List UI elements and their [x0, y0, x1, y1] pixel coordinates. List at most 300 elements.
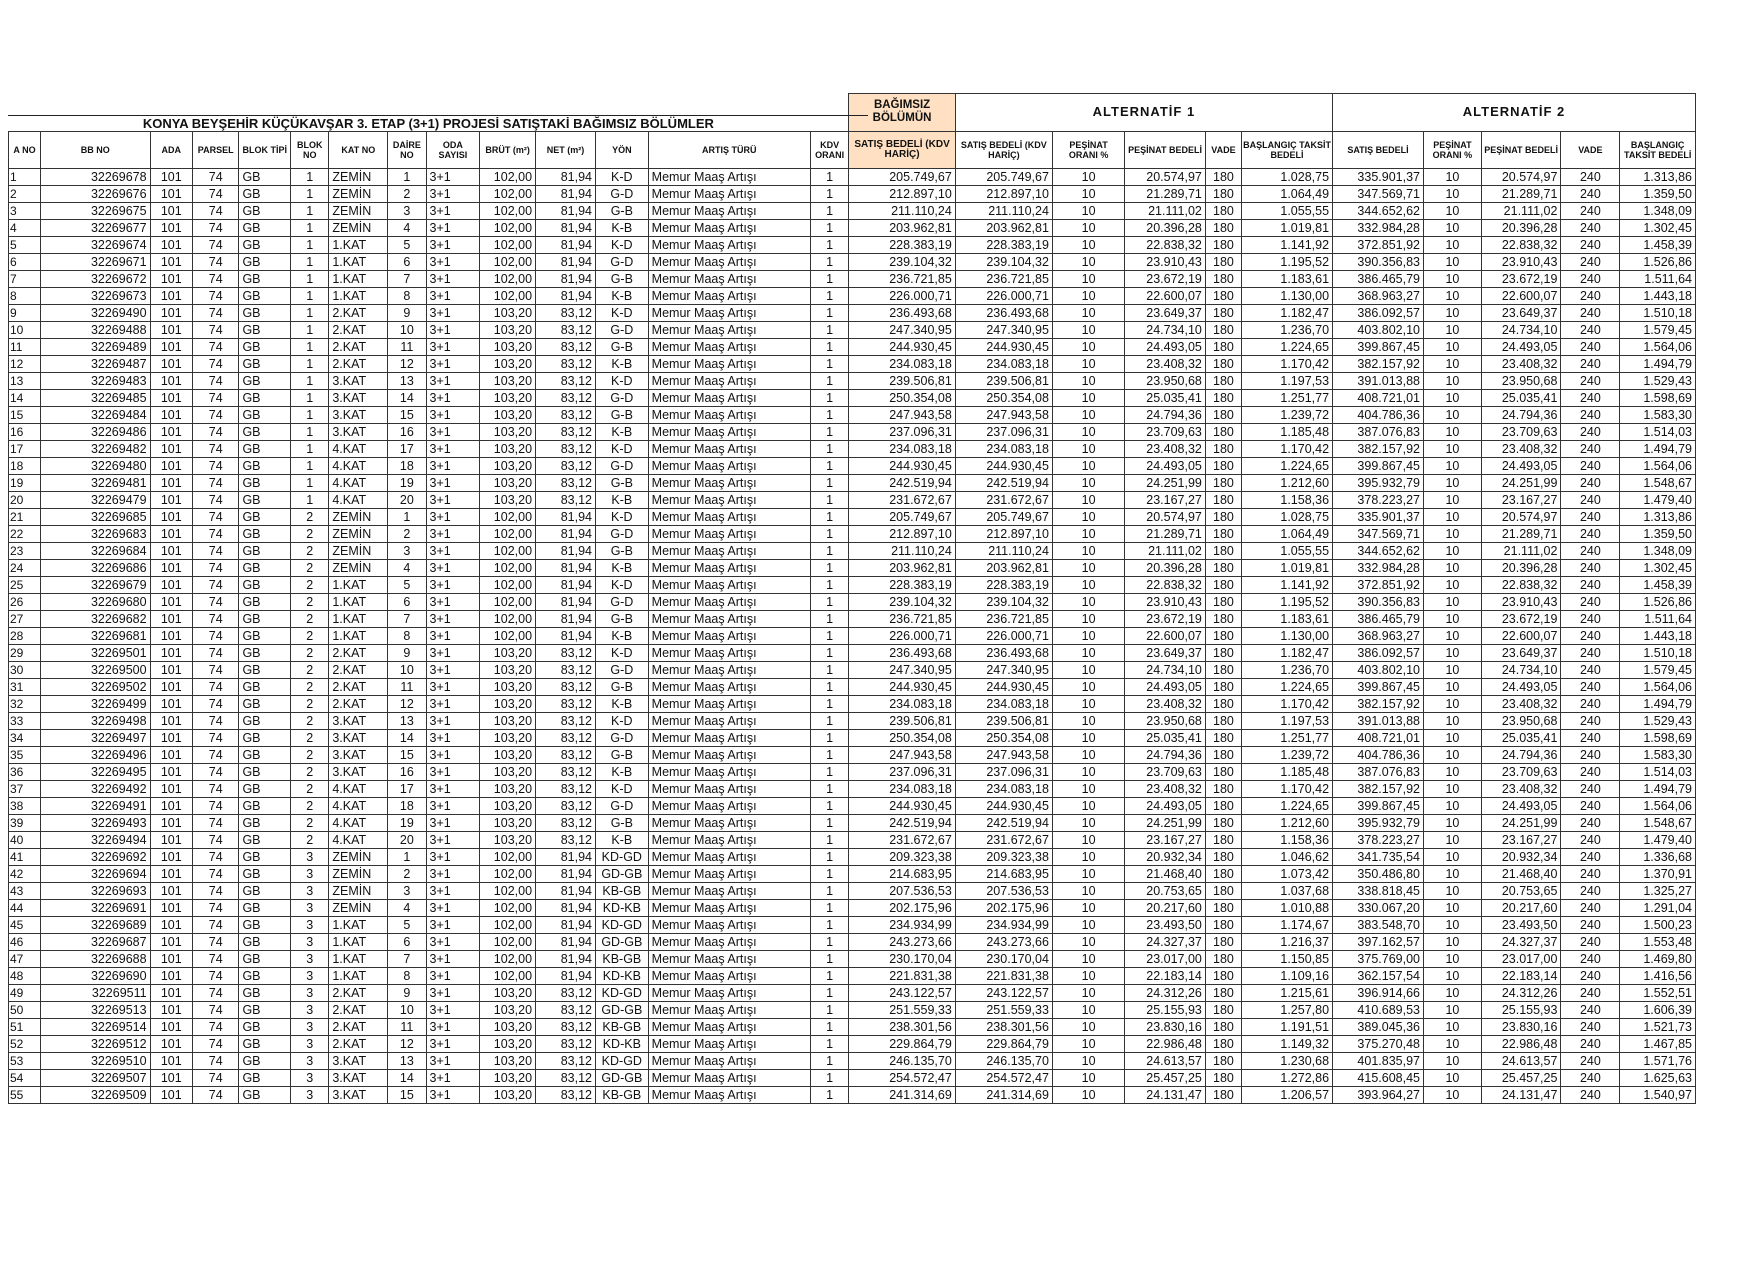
- cell-ada: 101: [150, 559, 192, 576]
- cell-a2-pesinat: 25.457,25: [1481, 1069, 1561, 1086]
- col-brut: BRÜT (m²): [480, 131, 536, 168]
- cell-parsel: 74: [192, 644, 239, 661]
- cell-bb-no: 32269482: [41, 440, 151, 457]
- table-row: [9, 1001, 1696, 1018]
- cell-a2-pesinat-orani: 10: [1423, 644, 1481, 661]
- cell-bb-no: 32269501: [41, 644, 151, 661]
- cell-a2-taksit: 1.494,79: [1620, 780, 1696, 797]
- table-row: [9, 406, 1696, 423]
- cell-a2-vade: 240: [1561, 814, 1620, 831]
- cell-blok-tipi: GB: [239, 304, 291, 321]
- cell-kdv-orani: 1: [810, 763, 848, 780]
- cell-a1-pesinat: 25.035,41: [1125, 729, 1206, 746]
- cell-parsel: 74: [192, 406, 239, 423]
- cell-blok-no: 1: [291, 253, 329, 270]
- cell-oda-sayisi: 3+1: [426, 168, 480, 185]
- cell-oda-sayisi: 3+1: [426, 389, 480, 406]
- cell-a2-taksit: 1.511,64: [1620, 610, 1696, 627]
- cell-a2-satis: 368.963,27: [1333, 627, 1424, 644]
- cell-oda-sayisi: 3+1: [426, 440, 480, 457]
- cell-a2-pesinat: 25.155,93: [1481, 1001, 1561, 1018]
- cell-a2-pesinat-orani: 10: [1423, 814, 1481, 831]
- cell-kat-no: ZEMİN: [329, 848, 388, 865]
- cell-a2-vade: 240: [1561, 593, 1620, 610]
- cell-a2-taksit: 1.416,56: [1620, 967, 1696, 984]
- cell-satis-kdv-haric: 247.340,95: [849, 661, 955, 678]
- cell-oda-sayisi: 3+1: [426, 899, 480, 916]
- cell-artis-turu: Memur Maaş Artışı: [648, 610, 810, 627]
- cell-sira: 3: [9, 202, 41, 219]
- cell-sira: 10: [9, 321, 41, 338]
- cell-kat-no: 2.KAT: [329, 661, 388, 678]
- table-row: [9, 253, 1696, 270]
- cell-oda-sayisi: 3+1: [426, 1086, 480, 1103]
- cell-bb-no: 32269484: [41, 406, 151, 423]
- cell-a1-vade: 180: [1205, 1052, 1241, 1069]
- cell-a1-taksit: 1.216,37: [1242, 933, 1333, 950]
- cell-a1-satis: 234.083,18: [955, 355, 1052, 372]
- cell-kdv-orani: 1: [810, 780, 848, 797]
- cell-a2-pesinat-orani: 10: [1423, 797, 1481, 814]
- cell-blok-tipi: GB: [239, 576, 291, 593]
- cell-sira: 22: [9, 525, 41, 542]
- cell-artis-turu: Memur Maaş Artışı: [648, 1069, 810, 1086]
- cell-a1-satis: 247.340,95: [955, 321, 1052, 338]
- cell-yon: G-B: [595, 814, 648, 831]
- cell-a1-vade: 180: [1205, 984, 1241, 1001]
- cell-blok-tipi: GB: [239, 780, 291, 797]
- cell-artis-turu: Memur Maaş Artışı: [648, 1052, 810, 1069]
- table-row: [9, 1035, 1696, 1052]
- units-body: [9, 168, 1696, 1103]
- cell-satis-kdv-haric: 203.962,81: [849, 559, 955, 576]
- cell-kat-no: ZEMİN: [329, 559, 388, 576]
- cell-a1-pesinat: 23.649,37: [1125, 304, 1206, 321]
- cell-a1-taksit: 1.055,55: [1242, 202, 1333, 219]
- cell-a1-pesinat-orani: 10: [1052, 865, 1124, 882]
- table-row: [9, 338, 1696, 355]
- cell-a1-pesinat-orani: 10: [1052, 1052, 1124, 1069]
- cell-a1-vade: 180: [1205, 406, 1241, 423]
- cell-a2-pesinat-orani: 10: [1423, 321, 1481, 338]
- table-row: [9, 185, 1696, 202]
- cell-a2-satis: 378.223,27: [1333, 491, 1424, 508]
- cell-bb-no: 32269491: [41, 797, 151, 814]
- cell-a1-satis: 212.897,10: [955, 525, 1052, 542]
- cell-a1-pesinat-orani: 10: [1052, 576, 1124, 593]
- cell-a2-pesinat: 24.493,05: [1481, 457, 1561, 474]
- cell-oda-sayisi: 3+1: [426, 661, 480, 678]
- cell-ada: 101: [150, 814, 192, 831]
- table-row: [9, 967, 1696, 984]
- cell-a1-taksit: 1.215,61: [1242, 984, 1333, 1001]
- cell-daire-no: 2: [388, 865, 426, 882]
- cell-a1-satis: 247.943,58: [955, 406, 1052, 423]
- cell-a2-vade: 240: [1561, 678, 1620, 695]
- cell-a1-pesinat: 22.600,07: [1125, 287, 1206, 304]
- cell-artis-turu: Memur Maaş Artışı: [648, 474, 810, 491]
- cell-a2-taksit: 1.598,69: [1620, 389, 1696, 406]
- table-row: [9, 644, 1696, 661]
- cell-blok-no: 2: [291, 814, 329, 831]
- cell-blok-no: 1: [291, 355, 329, 372]
- cell-artis-turu: Memur Maaş Artışı: [648, 338, 810, 355]
- cell-bb-no: 32269483: [41, 372, 151, 389]
- col-kdv-orani: KDV ORANI: [810, 131, 848, 168]
- cell-kat-no: 3.KAT: [329, 1069, 388, 1086]
- cell-ada: 101: [150, 219, 192, 236]
- cell-a1-vade: 180: [1205, 933, 1241, 950]
- cell-bb-no: 32269674: [41, 236, 151, 253]
- cell-daire-no: 7: [388, 610, 426, 627]
- cell-satis-kdv-haric: 243.122,57: [849, 984, 955, 1001]
- cell-a1-taksit: 1.010,88: [1242, 899, 1333, 916]
- cell-a1-taksit: 1.150,85: [1242, 950, 1333, 967]
- cell-a2-pesinat-orani: 10: [1423, 270, 1481, 287]
- cell-sira: 19: [9, 474, 41, 491]
- cell-brut: 102,00: [480, 542, 536, 559]
- cell-a2-satis: 382.157,92: [1333, 440, 1424, 457]
- cell-daire-no: 20: [388, 831, 426, 848]
- cell-a2-satis: 382.157,92: [1333, 695, 1424, 712]
- cell-satis-kdv-haric: 239.104,32: [849, 253, 955, 270]
- cell-a1-taksit: 1.197,53: [1242, 372, 1333, 389]
- cell-daire-no: 6: [388, 593, 426, 610]
- table-row: [9, 508, 1696, 525]
- cell-a2-taksit: 1.579,45: [1620, 661, 1696, 678]
- cell-a2-taksit: 1.540,97: [1620, 1086, 1696, 1103]
- cell-ada: 101: [150, 967, 192, 984]
- cell-a1-pesinat: 24.312,26: [1125, 984, 1206, 1001]
- cell-a1-pesinat-orani: 10: [1052, 780, 1124, 797]
- cell-a1-pesinat: 23.672,19: [1125, 610, 1206, 627]
- cell-brut: 102,00: [480, 576, 536, 593]
- cell-a2-pesinat-orani: 10: [1423, 338, 1481, 355]
- cell-a2-pesinat: 23.649,37: [1481, 644, 1561, 661]
- cell-a1-pesinat-orani: 10: [1052, 525, 1124, 542]
- cell-brut: 103,20: [480, 372, 536, 389]
- cell-yon: G-D: [595, 185, 648, 202]
- cell-blok-no: 3: [291, 950, 329, 967]
- cell-a2-pesinat: 23.408,32: [1481, 695, 1561, 712]
- cell-bb-no: 32269496: [41, 746, 151, 763]
- cell-a1-taksit: 1.109,16: [1242, 967, 1333, 984]
- cell-bb-no: 32269495: [41, 763, 151, 780]
- table-row: [9, 457, 1696, 474]
- cell-kat-no: 2.KAT: [329, 321, 388, 338]
- cell-a1-satis: 242.519,94: [955, 474, 1052, 491]
- cell-a2-vade: 240: [1561, 1052, 1620, 1069]
- cell-a1-pesinat: 23.709,63: [1125, 423, 1206, 440]
- cell-a1-satis: 236.493,68: [955, 644, 1052, 661]
- cell-bb-no: 32269509: [41, 1086, 151, 1103]
- cell-blok-no: 1: [291, 389, 329, 406]
- cell-blok-tipi: GB: [239, 916, 291, 933]
- cell-satis-kdv-haric: 203.962,81: [849, 219, 955, 236]
- cell-a1-pesinat-orani: 10: [1052, 712, 1124, 729]
- cell-yon: KD-GD: [595, 848, 648, 865]
- col-a1-pesinat: PEŞİNAT BEDELİ: [1125, 131, 1206, 168]
- cell-kat-no: 1.KAT: [329, 593, 388, 610]
- cell-ada: 101: [150, 457, 192, 474]
- cell-kat-no: 2.KAT: [329, 695, 388, 712]
- cell-a1-satis: 202.175,96: [955, 899, 1052, 916]
- cell-blok-tipi: GB: [239, 1018, 291, 1035]
- cell-oda-sayisi: 3+1: [426, 474, 480, 491]
- cell-a1-pesinat-orani: 10: [1052, 1018, 1124, 1035]
- cell-yon: K-B: [595, 559, 648, 576]
- cell-ada: 101: [150, 984, 192, 1001]
- cell-blok-tipi: GB: [239, 168, 291, 185]
- cell-bb-no: 32269502: [41, 678, 151, 695]
- cell-bb-no: 32269512: [41, 1035, 151, 1052]
- cell-a2-satis: 395.932,79: [1333, 814, 1424, 831]
- cell-a1-satis: 205.749,67: [955, 168, 1052, 185]
- cell-bb-no: 32269494: [41, 831, 151, 848]
- cell-bb-no: 32269510: [41, 1052, 151, 1069]
- cell-kdv-orani: 1: [810, 661, 848, 678]
- cell-a2-taksit: 1.348,09: [1620, 542, 1696, 559]
- cell-blok-tipi: GB: [239, 338, 291, 355]
- cell-satis-kdv-haric: 244.930,45: [849, 797, 955, 814]
- cell-a2-taksit: 1.564,06: [1620, 457, 1696, 474]
- cell-ada: 101: [150, 661, 192, 678]
- cell-a1-satis: 234.083,18: [955, 780, 1052, 797]
- cell-kat-no: 4.KAT: [329, 814, 388, 831]
- cell-sira: 51: [9, 1018, 41, 1035]
- cell-sira: 20: [9, 491, 41, 508]
- cell-sira: 2: [9, 185, 41, 202]
- cell-sira: 28: [9, 627, 41, 644]
- cell-a1-pesinat: 23.408,32: [1125, 440, 1206, 457]
- cell-a1-pesinat: 24.251,99: [1125, 474, 1206, 491]
- cell-ada: 101: [150, 780, 192, 797]
- cell-a2-taksit: 1.526,86: [1620, 593, 1696, 610]
- cell-a2-taksit: 1.336,68: [1620, 848, 1696, 865]
- cell-oda-sayisi: 3+1: [426, 576, 480, 593]
- table-row: [9, 627, 1696, 644]
- cell-a1-pesinat: 24.493,05: [1125, 457, 1206, 474]
- cell-bb-no: 32269673: [41, 287, 151, 304]
- cell-a1-vade: 180: [1205, 304, 1241, 321]
- cell-parsel: 74: [192, 593, 239, 610]
- cell-ada: 101: [150, 695, 192, 712]
- cell-a1-taksit: 1.149,32: [1242, 1035, 1333, 1052]
- col-yon: YÖN: [595, 131, 648, 168]
- cell-parsel: 74: [192, 899, 239, 916]
- cell-daire-no: 11: [388, 1018, 426, 1035]
- cell-a1-taksit: 1.272,86: [1242, 1069, 1333, 1086]
- cell-kdv-orani: 1: [810, 695, 848, 712]
- cell-net: 81,94: [536, 933, 596, 950]
- cell-a1-satis: 239.506,81: [955, 372, 1052, 389]
- cell-oda-sayisi: 3+1: [426, 185, 480, 202]
- cell-a1-vade: 180: [1205, 1035, 1241, 1052]
- cell-daire-no: 7: [388, 270, 426, 287]
- cell-brut: 102,00: [480, 253, 536, 270]
- cell-a2-pesinat: 23.017,00: [1481, 950, 1561, 967]
- cell-a2-taksit: 1.583,30: [1620, 746, 1696, 763]
- cell-net: 83,12: [536, 814, 596, 831]
- cell-oda-sayisi: 3+1: [426, 270, 480, 287]
- cell-a2-pesinat-orani: 10: [1423, 916, 1481, 933]
- cell-oda-sayisi: 3+1: [426, 695, 480, 712]
- cell-parsel: 74: [192, 423, 239, 440]
- sales-sheet: [8, 93, 1696, 1104]
- cell-a2-taksit: 1.526,86: [1620, 253, 1696, 270]
- cell-a1-pesinat: 22.600,07: [1125, 627, 1206, 644]
- table-row: [9, 236, 1696, 253]
- cell-brut: 102,00: [480, 508, 536, 525]
- cell-satis-kdv-haric: 229.864,79: [849, 1035, 955, 1052]
- cell-a2-pesinat-orani: 10: [1423, 355, 1481, 372]
- cell-a2-taksit: 1.458,39: [1620, 576, 1696, 593]
- cell-sira: 35: [9, 746, 41, 763]
- cell-brut: 103,20: [480, 406, 536, 423]
- group-alternatif-1: ALTERNATİF 1: [955, 94, 1332, 132]
- cell-a1-taksit: 1.183,61: [1242, 610, 1333, 627]
- cell-a2-pesinat: 23.672,19: [1481, 610, 1561, 627]
- cell-satis-kdv-haric: 238.301,56: [849, 1018, 955, 1035]
- cell-a1-taksit: 1.064,49: [1242, 185, 1333, 202]
- cell-net: 81,94: [536, 899, 596, 916]
- cell-a2-vade: 240: [1561, 831, 1620, 848]
- table-row: [9, 576, 1696, 593]
- cell-kat-no: 3.KAT: [329, 1052, 388, 1069]
- cell-sira: 26: [9, 593, 41, 610]
- cell-a2-satis: 391.013,88: [1333, 712, 1424, 729]
- cell-satis-kdv-haric: 226.000,71: [849, 627, 955, 644]
- cell-a1-satis: 229.864,79: [955, 1035, 1052, 1052]
- cell-kdv-orani: 1: [810, 933, 848, 950]
- cell-kat-no: 4.KAT: [329, 491, 388, 508]
- table-row: [9, 865, 1696, 882]
- table-row: [9, 984, 1696, 1001]
- cell-net: 83,12: [536, 457, 596, 474]
- cell-a2-pesinat-orani: 10: [1423, 1052, 1481, 1069]
- cell-kdv-orani: 1: [810, 406, 848, 423]
- cell-a2-taksit: 1.443,18: [1620, 287, 1696, 304]
- cell-a2-vade: 240: [1561, 406, 1620, 423]
- cell-satis-kdv-haric: 237.096,31: [849, 763, 955, 780]
- cell-a2-taksit: 1.359,50: [1620, 185, 1696, 202]
- cell-parsel: 74: [192, 627, 239, 644]
- cell-a1-pesinat: 25.155,93: [1125, 1001, 1206, 1018]
- cell-a2-satis: 395.932,79: [1333, 474, 1424, 491]
- table-row: [9, 440, 1696, 457]
- cell-a1-pesinat: 24.613,57: [1125, 1052, 1206, 1069]
- cell-a1-vade: 180: [1205, 1001, 1241, 1018]
- cell-parsel: 74: [192, 270, 239, 287]
- cell-blok-tipi: GB: [239, 899, 291, 916]
- cell-a1-satis: 238.301,56: [955, 1018, 1052, 1035]
- cell-kdv-orani: 1: [810, 865, 848, 882]
- cell-artis-turu: Memur Maaş Artışı: [648, 372, 810, 389]
- cell-blok-no: 2: [291, 627, 329, 644]
- cell-blok-no: 2: [291, 780, 329, 797]
- cell-a1-pesinat: 25.457,25: [1125, 1069, 1206, 1086]
- cell-kdv-orani: 1: [810, 202, 848, 219]
- cell-kdv-orani: 1: [810, 559, 848, 576]
- cell-a2-pesinat-orani: 10: [1423, 219, 1481, 236]
- table-row: [9, 389, 1696, 406]
- cell-a1-taksit: 1.224,65: [1242, 678, 1333, 695]
- cell-brut: 102,00: [480, 525, 536, 542]
- cell-sira: 34: [9, 729, 41, 746]
- cell-satis-kdv-haric: 209.323,38: [849, 848, 955, 865]
- cell-net: 81,94: [536, 967, 596, 984]
- cell-a2-vade: 240: [1561, 219, 1620, 236]
- cell-net: 81,94: [536, 848, 596, 865]
- cell-a1-vade: 180: [1205, 1069, 1241, 1086]
- table-row: [9, 219, 1696, 236]
- cell-daire-no: 3: [388, 202, 426, 219]
- cell-a2-vade: 240: [1561, 338, 1620, 355]
- cell-a1-pesinat-orani: 10: [1052, 763, 1124, 780]
- cell-a1-pesinat-orani: 10: [1052, 491, 1124, 508]
- cell-a1-pesinat-orani: 10: [1052, 1086, 1124, 1103]
- cell-blok-tipi: GB: [239, 457, 291, 474]
- cell-sira: 53: [9, 1052, 41, 1069]
- cell-a1-vade: 180: [1205, 542, 1241, 559]
- cell-a2-vade: 240: [1561, 389, 1620, 406]
- cell-parsel: 74: [192, 355, 239, 372]
- cell-brut: 103,20: [480, 491, 536, 508]
- cell-kdv-orani: 1: [810, 372, 848, 389]
- cell-yon: G-D: [595, 457, 648, 474]
- cell-a2-pesinat-orani: 10: [1423, 457, 1481, 474]
- cell-a1-taksit: 1.185,48: [1242, 763, 1333, 780]
- cell-bb-no: 32269687: [41, 933, 151, 950]
- cell-artis-turu: Memur Maaş Artışı: [648, 831, 810, 848]
- cell-a1-vade: 180: [1205, 219, 1241, 236]
- cell-oda-sayisi: 3+1: [426, 1001, 480, 1018]
- cell-yon: G-D: [595, 729, 648, 746]
- cell-a2-pesinat-orani: 10: [1423, 882, 1481, 899]
- cell-blok-no: 2: [291, 661, 329, 678]
- cell-a1-vade: 180: [1205, 882, 1241, 899]
- cell-artis-turu: Memur Maaş Artışı: [648, 967, 810, 984]
- cell-a2-vade: 240: [1561, 1001, 1620, 1018]
- cell-bb-no: 32269485: [41, 389, 151, 406]
- table-row: [9, 372, 1696, 389]
- cell-bb-no: 32269492: [41, 780, 151, 797]
- cell-ada: 101: [150, 406, 192, 423]
- cell-a1-pesinat: 23.910,43: [1125, 253, 1206, 270]
- cell-sira: 33: [9, 712, 41, 729]
- cell-ada: 101: [150, 168, 192, 185]
- cell-net: 83,12: [536, 1001, 596, 1018]
- cell-kdv-orani: 1: [810, 831, 848, 848]
- cell-a2-pesinat: 23.709,63: [1481, 423, 1561, 440]
- cell-bb-no: 32269689: [41, 916, 151, 933]
- table-row: [9, 797, 1696, 814]
- cell-satis-kdv-haric: 239.506,81: [849, 712, 955, 729]
- col-a2-taksit: BAŞLANGIÇ TAKSİT BEDELİ: [1620, 131, 1696, 168]
- cell-satis-kdv-haric: 244.930,45: [849, 678, 955, 695]
- cell-artis-turu: Memur Maaş Artışı: [648, 780, 810, 797]
- cell-parsel: 74: [192, 967, 239, 984]
- cell-a1-taksit: 1.170,42: [1242, 355, 1333, 372]
- group-bagimsiz: BAĞIMSIZ BÖLÜMÜN: [849, 94, 955, 132]
- cell-kdv-orani: 1: [810, 270, 848, 287]
- cell-brut: 103,20: [480, 423, 536, 440]
- cell-daire-no: 10: [388, 321, 426, 338]
- cell-a2-taksit: 1.514,03: [1620, 423, 1696, 440]
- cell-ada: 101: [150, 542, 192, 559]
- cell-bb-no: 32269684: [41, 542, 151, 559]
- cell-satis-kdv-haric: 228.383,19: [849, 236, 955, 253]
